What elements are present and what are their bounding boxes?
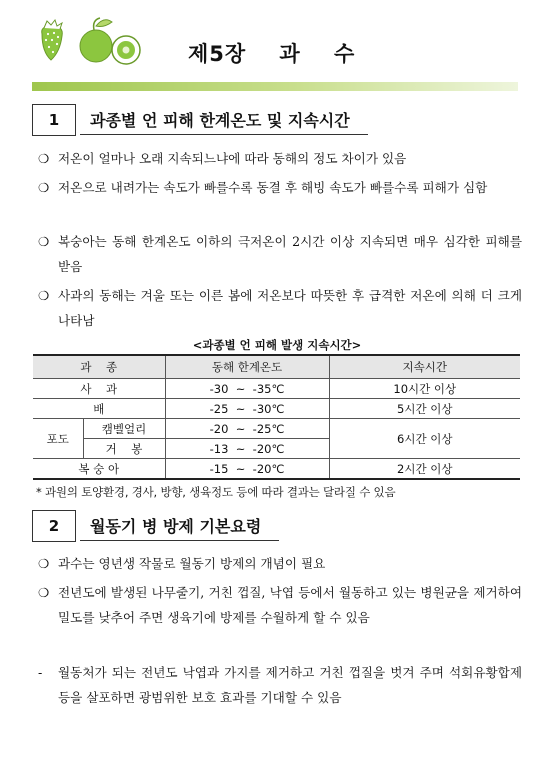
chapter-title: 제5장 과 수: [188, 42, 356, 66]
temp-cell: -30 ~ -35℃: [165, 379, 329, 399]
bullet-item: [38, 551, 522, 576]
table-header-row: [33, 355, 520, 379]
duration-cell: 5시간 이상: [329, 399, 520, 419]
dash-marker: -: [38, 665, 43, 680]
fruit-group-cell: 포도: [33, 419, 83, 459]
bullet-item: [38, 146, 522, 171]
bullet-item: [38, 580, 522, 630]
section-1-title: 과종별 언 피해 한계온도 및 지속시간: [80, 104, 368, 135]
table-row: [33, 379, 520, 399]
bullet-text: 저온으로 내려가는 속도가 빠를수록 동결 후 해빙 속도가 빠를수록 피해가 심함: [58, 180, 488, 195]
bullet-text: 저온이 얼마나 오래 지속되느냐에 따라 동해의 정도 차이가 있음: [58, 151, 407, 166]
bullet-text: 복숭아는 동해 한계온도 이하의 극저온이 2시간 이상 지속되면 매우 심각한 피해를 받음: [58, 234, 522, 274]
dash-text: 월동처가 되는 전년도 낙엽과 가지를 제거하고 거친 껍질을 벗겨 주며 석회유황합제 등을 살포하면 광범위한 보호 효과를 기대할 수 있음: [58, 665, 522, 705]
bullet-circle-icon: ❍: [38, 585, 50, 600]
duration-cell: 6시간 이상: [329, 419, 520, 459]
bullet-circle-icon: ❍: [38, 151, 50, 166]
apple-icon: [80, 18, 112, 62]
bullet-item: [38, 283, 522, 333]
table-row: [33, 419, 520, 439]
fruit-illustration: [34, 14, 146, 70]
fruit-cell: 배: [33, 399, 165, 419]
duration-cell: 2시간 이상: [329, 459, 520, 480]
bullet-circle-icon: ❍: [38, 556, 50, 571]
dash-item: [38, 660, 522, 710]
table-row: [33, 459, 520, 480]
table-row: [33, 399, 520, 419]
bullet-text: 사과의 동해는 겨울 또는 이른 봄에 저온보다 따뜻한 후 급격한 저온에 의해 더 크게 나타남: [58, 288, 522, 328]
bullet-circle-icon: ❍: [38, 180, 50, 195]
variety-cell: 캠벨얼리: [83, 419, 165, 439]
section-2-title: 월동기 병 방제 기본요령: [80, 510, 279, 541]
frost-damage-table: [33, 354, 520, 480]
temp-cell: -25 ~ -30℃: [165, 399, 329, 419]
bullet-text: 과수는 영년생 작물로 월동기 방제의 개념이 필요: [58, 556, 326, 571]
temp-cell: -13 ~ -20℃: [165, 439, 329, 459]
fruit-cell: 사 과: [33, 379, 165, 399]
section-1-heading: [32, 104, 432, 136]
fruit-cell: 복 숭 아: [33, 459, 165, 480]
header-fruit: 과 종: [33, 355, 165, 379]
bullet-item: [38, 175, 522, 200]
table-caption: <과종별 언 피해 발생 지속시간>: [192, 338, 362, 352]
header-temp: 동해 한계온도: [165, 355, 329, 379]
bullet-circle-icon: ❍: [38, 288, 50, 303]
bullet-item: [38, 229, 522, 279]
title-underline-bar: [32, 82, 518, 91]
table-footnote: * 과원의 토양환경, 경사, 방향, 생육정도 등에 따라 결과는 달라질 수 있음: [36, 485, 396, 499]
section-2-heading: [32, 510, 432, 542]
section-1-number: 1: [32, 104, 76, 136]
temp-cell: -20 ~ -25℃: [165, 419, 329, 439]
temp-cell: -15 ~ -20℃: [165, 459, 329, 480]
section-2-number: 2: [32, 510, 76, 542]
bullet-circle-icon: ❍: [38, 234, 50, 249]
header-duration: 지속시간: [329, 355, 520, 379]
bullet-text: 전년도에 발생된 나무줄기, 거친 껍질, 낙엽 등에서 월동하고 있는 병원균을 제거하여 밀도를 낮추어 주면 생육기에 방제를 수월하게 할 수 있음: [58, 585, 522, 625]
kiwi-icon: [112, 36, 140, 64]
variety-cell: 거 봉: [83, 439, 165, 459]
duration-cell: 10시간 이상: [329, 379, 520, 399]
strawberry-icon: [42, 20, 63, 60]
